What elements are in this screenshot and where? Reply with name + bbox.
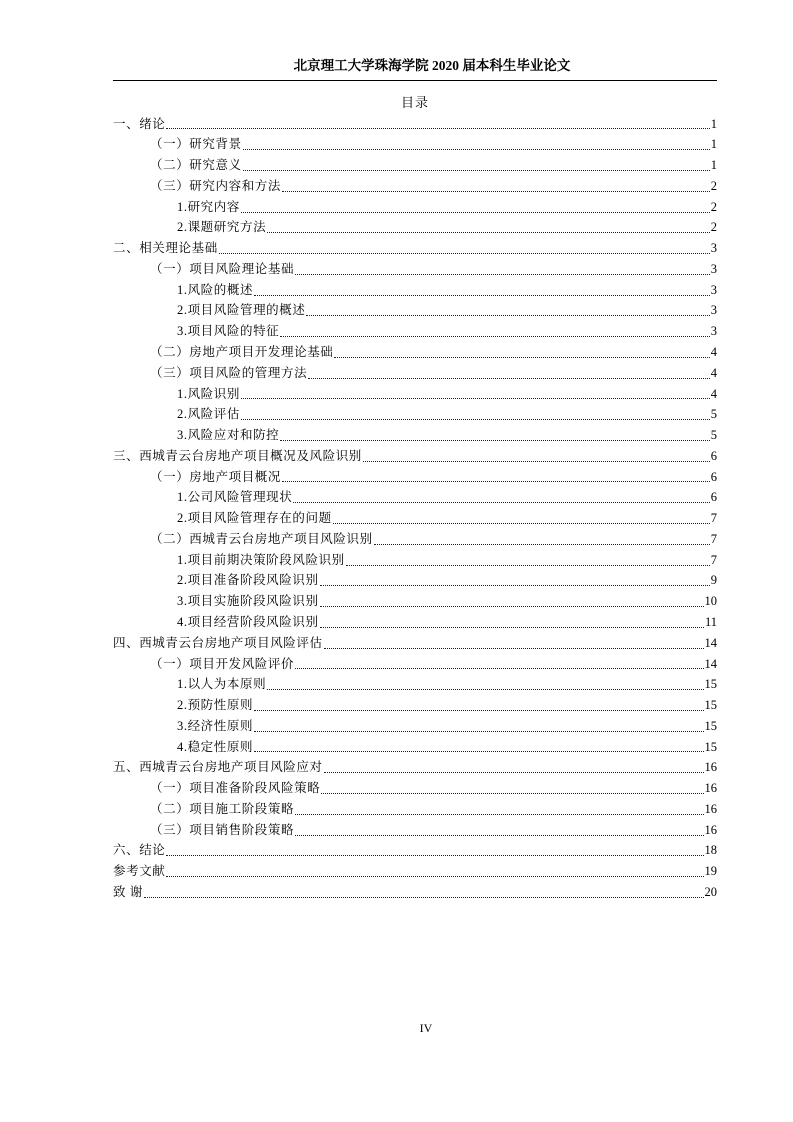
dot-leader bbox=[374, 544, 710, 545]
toc-entry-page-number: 7 bbox=[710, 531, 717, 546]
toc-entry-label: 二、相关理论基础 bbox=[113, 241, 218, 256]
dot-leader bbox=[243, 170, 710, 171]
toc-entry-label: 2.项目风险管理的概述 bbox=[177, 303, 306, 318]
toc-entry[interactable] bbox=[113, 300, 717, 321]
dot-leader bbox=[324, 648, 704, 649]
dot-leader bbox=[334, 357, 709, 358]
toc-entry[interactable] bbox=[113, 321, 717, 342]
toc-entry-label: （一）项目开发风险评价 bbox=[150, 656, 295, 671]
dot-leader bbox=[363, 461, 710, 462]
dot-leader bbox=[308, 378, 710, 379]
toc-entry-label: 1.公司风险管理现状 bbox=[177, 490, 293, 505]
toc-entry-page-number: 1 bbox=[710, 137, 717, 152]
dot-leader bbox=[282, 191, 710, 192]
toc-entry[interactable] bbox=[113, 467, 717, 488]
toc-entry[interactable] bbox=[113, 259, 717, 280]
toc-entry[interactable] bbox=[113, 840, 717, 861]
toc-entry-label: 六、结论 bbox=[113, 843, 166, 858]
toc-entry-label: 3.经济性原则 bbox=[177, 718, 254, 733]
toc-entry-page-number: 6 bbox=[710, 490, 717, 505]
toc-entry[interactable] bbox=[113, 384, 717, 405]
toc-entry[interactable] bbox=[113, 695, 717, 716]
toc-entry-label: 3.项目风险的特征 bbox=[177, 324, 280, 339]
toc-entry[interactable] bbox=[113, 197, 717, 218]
toc-entry-page-number: 11 bbox=[704, 614, 717, 629]
toc-entry[interactable] bbox=[113, 487, 717, 508]
dot-leader bbox=[254, 295, 710, 296]
toc-entry-page-number: 15 bbox=[704, 698, 717, 713]
dot-leader bbox=[219, 253, 710, 254]
dot-leader bbox=[166, 855, 703, 856]
dot-leader bbox=[295, 274, 710, 275]
dot-leader bbox=[241, 212, 710, 213]
toc-entry-page-number: 15 bbox=[704, 739, 717, 754]
toc-entry-page-number: 18 bbox=[704, 843, 717, 858]
dot-leader bbox=[241, 419, 710, 420]
toc-entry[interactable] bbox=[113, 280, 717, 301]
dot-leader bbox=[166, 128, 709, 129]
toc-title: 目录 bbox=[400, 95, 430, 110]
dot-leader bbox=[321, 793, 703, 794]
dot-leader bbox=[306, 315, 709, 316]
toc-entry-page-number: 2 bbox=[710, 220, 717, 235]
toc-entry-label: 2.项目风险管理存在的问题 bbox=[177, 511, 332, 526]
dot-leader bbox=[267, 232, 710, 233]
dot-leader bbox=[254, 751, 703, 752]
toc-entry-page-number: 3 bbox=[710, 324, 717, 339]
toc-entry-label: （二）西城青云台房地产项目风险识别 bbox=[150, 531, 373, 546]
toc-entry-page-number: 14 bbox=[704, 635, 717, 650]
toc-entry-page-number: 5 bbox=[710, 428, 717, 443]
dot-leader bbox=[243, 149, 710, 150]
dot-leader bbox=[333, 523, 710, 524]
toc-entry[interactable] bbox=[113, 778, 717, 799]
toc-entry[interactable] bbox=[113, 820, 717, 841]
toc-entry[interactable] bbox=[113, 716, 717, 737]
toc-entry[interactable] bbox=[113, 633, 717, 654]
toc-entry-label: 2.风险评估 bbox=[177, 407, 240, 422]
toc-entry-page-number: 16 bbox=[704, 801, 717, 816]
toc-entry-label: 致 谢 bbox=[113, 884, 143, 899]
toc-entry-label: 四、西城青云台房地产项目风险评估 bbox=[113, 635, 323, 650]
toc-entry-page-number: 20 bbox=[704, 884, 717, 899]
toc-entry-label: （二）房地产项目开发理论基础 bbox=[150, 345, 334, 360]
toc-entry-page-number: 6 bbox=[710, 448, 717, 463]
page-header-title: 北京理工大学珠海学院 2020 届本科生毕业论文 bbox=[293, 58, 571, 73]
toc-entry-label: （一）研究背景 bbox=[150, 137, 242, 152]
toc-entry-page-number: 10 bbox=[704, 594, 717, 609]
toc-entry-label: 参考文献 bbox=[113, 864, 166, 879]
toc-entry-label: 2.项目准备阶段风险识别 bbox=[177, 573, 319, 588]
toc-entry-label: 五、西城青云台房地产项目风险应对 bbox=[113, 760, 323, 775]
toc-entry-page-number: 15 bbox=[704, 718, 717, 733]
toc-entry-label: （三）研究内容和方法 bbox=[150, 178, 282, 193]
toc-entry-label: 1.以人为本原则 bbox=[177, 677, 267, 692]
toc-entry[interactable] bbox=[113, 529, 717, 550]
toc-entry-label: 三、西城青云台房地产项目概况及风险识别 bbox=[113, 448, 362, 463]
toc-entry-label: （一）房地产项目概况 bbox=[150, 469, 282, 484]
toc-entry-label: （二）研究意义 bbox=[150, 158, 242, 173]
dot-leader bbox=[324, 772, 704, 773]
toc-entry-label: 4.稳定性原则 bbox=[177, 739, 254, 754]
toc-entry[interactable] bbox=[113, 508, 717, 529]
toc-entry[interactable] bbox=[113, 799, 717, 820]
toc-entry[interactable] bbox=[113, 155, 717, 176]
toc-entry-label: （二）项目施工阶段策略 bbox=[150, 801, 295, 816]
toc-entry[interactable] bbox=[113, 217, 717, 238]
toc-entry-page-number: 19 bbox=[704, 864, 717, 879]
toc-entry-page-number: 15 bbox=[704, 677, 717, 692]
toc-entry-label: 1.风险识别 bbox=[177, 386, 240, 401]
toc-entry-page-number: 2 bbox=[710, 199, 717, 214]
toc-entry[interactable] bbox=[113, 363, 717, 384]
toc-entry[interactable] bbox=[113, 446, 717, 467]
toc-entry[interactable] bbox=[113, 238, 717, 259]
toc-entry[interactable] bbox=[113, 134, 717, 155]
toc-entry-page-number: 1 bbox=[710, 158, 717, 173]
toc-entry[interactable] bbox=[113, 342, 717, 363]
toc-entry-label: 3.项目实施阶段风险识别 bbox=[177, 594, 319, 609]
dot-leader bbox=[254, 731, 703, 732]
dot-leader bbox=[241, 398, 710, 399]
dot-leader bbox=[254, 710, 703, 711]
dot-leader bbox=[280, 336, 709, 337]
toc-entry-label: （一）项目风险理论基础 bbox=[150, 261, 295, 276]
toc-entry[interactable] bbox=[113, 861, 717, 882]
dot-leader bbox=[320, 585, 710, 586]
page-number: IV bbox=[419, 1021, 433, 1035]
toc-entry-page-number: 5 bbox=[710, 407, 717, 422]
toc-entry-label: 4.项目经营阶段风险识别 bbox=[177, 614, 319, 629]
toc-entry-label: 2.预防性原则 bbox=[177, 698, 254, 713]
dot-leader bbox=[295, 668, 703, 669]
dot-leader bbox=[346, 565, 710, 566]
dot-leader bbox=[320, 606, 704, 607]
toc-entry-page-number: 3 bbox=[710, 261, 717, 276]
dot-leader bbox=[267, 689, 703, 690]
toc-entry-label: 2.课题研究方法 bbox=[177, 220, 267, 235]
dot-leader bbox=[280, 440, 709, 441]
toc-entry[interactable] bbox=[113, 570, 717, 591]
toc-entry-label: （三）项目销售阶段策略 bbox=[150, 822, 295, 837]
dot-leader bbox=[166, 876, 703, 877]
dot-leader bbox=[293, 502, 709, 503]
toc-entry-label: 1.项目前期决策阶段风险识别 bbox=[177, 552, 345, 567]
dot-leader bbox=[320, 627, 704, 628]
toc-entry-page-number: 7 bbox=[710, 511, 717, 526]
toc-entry[interactable] bbox=[113, 404, 717, 425]
toc-entry[interactable] bbox=[113, 882, 717, 903]
dot-leader bbox=[295, 814, 703, 815]
toc-entry-page-number: 4 bbox=[710, 386, 717, 401]
toc-entry[interactable] bbox=[113, 176, 717, 197]
toc-entry-page-number: 9 bbox=[710, 573, 717, 588]
toc-entry-page-number: 7 bbox=[710, 552, 717, 567]
toc-entry-label: 1.研究内容 bbox=[177, 199, 240, 214]
toc-entry-page-number: 4 bbox=[710, 365, 717, 380]
toc-entry-label: 3.风险应对和防控 bbox=[177, 428, 280, 443]
toc-entry-page-number: 3 bbox=[710, 303, 717, 318]
table-of-contents bbox=[113, 114, 717, 903]
toc-entry[interactable] bbox=[113, 550, 717, 571]
toc-entry-page-number: 16 bbox=[704, 781, 717, 796]
toc-entry[interactable] bbox=[113, 654, 717, 675]
toc-entry-page-number: 14 bbox=[704, 656, 717, 671]
dot-leader bbox=[144, 897, 704, 898]
toc-entry[interactable] bbox=[113, 757, 717, 778]
toc-entry-page-number: 2 bbox=[710, 178, 717, 193]
toc-entry-page-number: 1 bbox=[710, 116, 717, 131]
toc-entry-label: （一）项目准备阶段风险策略 bbox=[150, 781, 321, 796]
toc-entry[interactable] bbox=[113, 737, 717, 758]
toc-entry-page-number: 16 bbox=[704, 822, 717, 837]
dot-leader bbox=[282, 481, 710, 482]
toc-entry[interactable] bbox=[113, 674, 717, 695]
toc-entry-page-number: 6 bbox=[710, 469, 717, 484]
toc-entry[interactable] bbox=[113, 612, 717, 633]
toc-entry-page-number: 4 bbox=[710, 345, 717, 360]
toc-entry[interactable] bbox=[113, 114, 717, 135]
toc-entry[interactable] bbox=[113, 591, 717, 612]
toc-entry-label: 一、绪论 bbox=[113, 116, 166, 131]
toc-entry-label: （三）项目风险的管理方法 bbox=[150, 365, 308, 380]
toc-entry-page-number: 3 bbox=[710, 282, 717, 297]
header-divider bbox=[113, 80, 717, 81]
toc-entry-page-number: 16 bbox=[704, 760, 717, 775]
toc-entry-page-number: 3 bbox=[710, 241, 717, 256]
toc-entry[interactable] bbox=[113, 425, 717, 446]
dot-leader bbox=[295, 835, 703, 836]
toc-entry-label: 1.风险的概述 bbox=[177, 282, 254, 297]
